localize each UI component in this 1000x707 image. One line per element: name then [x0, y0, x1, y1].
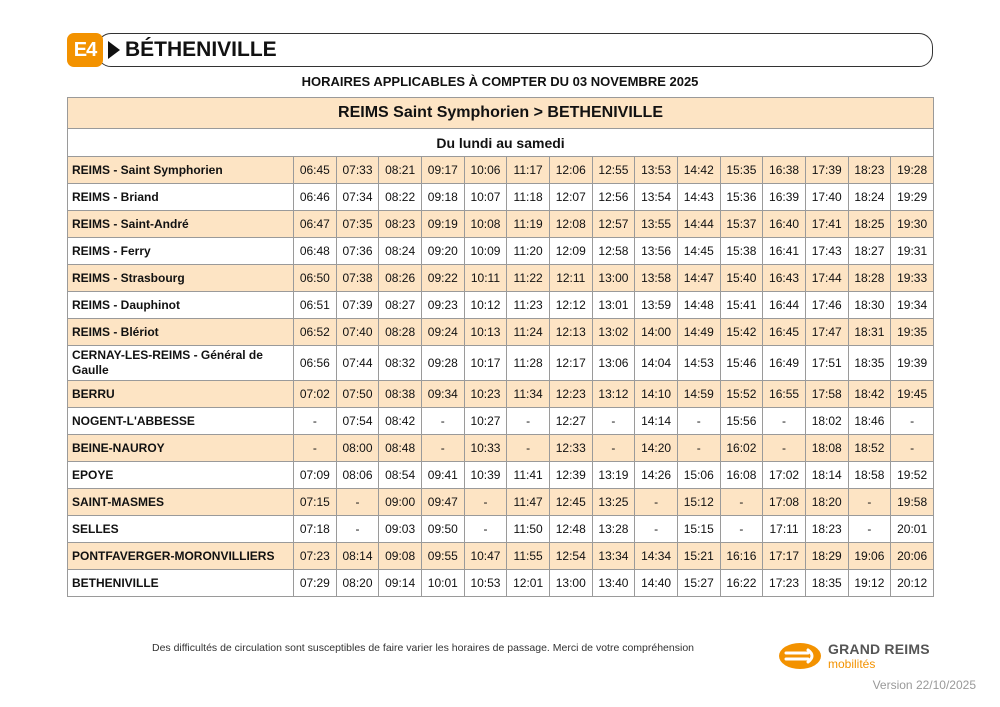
departure-time: 06:47 — [294, 211, 337, 238]
departure-time: 09:17 — [421, 157, 464, 184]
departure-time: 14:40 — [635, 570, 678, 597]
departure-time: 12:12 — [549, 292, 592, 319]
departure-time: 07:09 — [294, 462, 337, 489]
departure-time: 08:14 — [336, 543, 379, 570]
departure-time: 10:12 — [464, 292, 507, 319]
departure-time: - — [464, 516, 507, 543]
departure-time: 19:35 — [891, 319, 934, 346]
stop-name: REIMS - Briand — [68, 184, 294, 211]
departure-time: 11:50 — [507, 516, 550, 543]
departure-time: - — [720, 489, 763, 516]
departure-time: 19:39 — [891, 346, 934, 381]
departure-time: 08:32 — [379, 346, 422, 381]
grand-reims-logo — [778, 640, 938, 674]
departure-time: 16:55 — [763, 381, 806, 408]
departure-time: 14:44 — [677, 211, 720, 238]
departure-time: 15:41 — [720, 292, 763, 319]
departure-time: 13:00 — [592, 265, 635, 292]
departure-time: 20:06 — [891, 543, 934, 570]
departure-time: 11:19 — [507, 211, 550, 238]
departure-time: 14:47 — [677, 265, 720, 292]
departure-time: 18:23 — [805, 516, 848, 543]
departure-time: 09:55 — [421, 543, 464, 570]
departure-time: 16:40 — [763, 211, 806, 238]
line-badge: E4 — [67, 33, 103, 67]
departure-time: 19:52 — [891, 462, 934, 489]
departure-time: 16:45 — [763, 319, 806, 346]
stop-name: REIMS - Saint Symphorien — [68, 157, 294, 184]
departure-time: 06:51 — [294, 292, 337, 319]
departure-time: 17:17 — [763, 543, 806, 570]
departure-time: 13:53 — [635, 157, 678, 184]
departure-time: - — [848, 516, 891, 543]
departure-time: 09:03 — [379, 516, 422, 543]
timetable — [67, 97, 934, 597]
stop-name: BERRU — [68, 381, 294, 408]
stop-name: BEINE-NAUROY — [68, 435, 294, 462]
departure-time: 12:09 — [549, 238, 592, 265]
departure-time: 11:24 — [507, 319, 550, 346]
departure-time: 08:42 — [379, 408, 422, 435]
departure-time: 10:33 — [464, 435, 507, 462]
departure-time: 17:44 — [805, 265, 848, 292]
departure-time: 18:29 — [805, 543, 848, 570]
departure-time: 09:19 — [421, 211, 464, 238]
departure-time: - — [677, 435, 720, 462]
departure-time: 11:17 — [507, 157, 550, 184]
departure-time: 14:59 — [677, 381, 720, 408]
departure-time: 09:28 — [421, 346, 464, 381]
days-label: Du lundi au samedi — [68, 129, 934, 157]
line-header — [67, 33, 933, 67]
departure-time: 08:48 — [379, 435, 422, 462]
departure-time: - — [464, 489, 507, 516]
departure-time: 12:08 — [549, 211, 592, 238]
departure-time: 18:46 — [848, 408, 891, 435]
table-row — [68, 516, 934, 543]
departure-time: 14:49 — [677, 319, 720, 346]
departure-time: 09:00 — [379, 489, 422, 516]
departure-time: - — [635, 489, 678, 516]
departure-time: 11:23 — [507, 292, 550, 319]
departure-time: 08:38 — [379, 381, 422, 408]
brand-subtitle: mobilités — [828, 657, 876, 671]
departure-time: - — [336, 489, 379, 516]
departure-time: 13:58 — [635, 265, 678, 292]
departure-time: 09:50 — [421, 516, 464, 543]
departure-time: - — [891, 435, 934, 462]
departure-time: 15:40 — [720, 265, 763, 292]
departure-time: 09:18 — [421, 184, 464, 211]
departure-time: 14:48 — [677, 292, 720, 319]
footer-note: Des difficultés de circulation sont susceptibles de faire varier les horaires de passage. Merci de votre compréhension — [152, 642, 694, 654]
departure-time: 10:08 — [464, 211, 507, 238]
departure-time: 14:10 — [635, 381, 678, 408]
departure-time: 08:06 — [336, 462, 379, 489]
departure-time: 13:19 — [592, 462, 635, 489]
departure-time: 19:45 — [891, 381, 934, 408]
brand-logo-icon — [778, 642, 822, 670]
departure-time: 07:50 — [336, 381, 379, 408]
departure-time: 07:33 — [336, 157, 379, 184]
departure-time: 10:27 — [464, 408, 507, 435]
departure-time: 12:33 — [549, 435, 592, 462]
departure-time: 15:37 — [720, 211, 763, 238]
departure-time: - — [592, 435, 635, 462]
departure-time: 18:52 — [848, 435, 891, 462]
departure-time: 09:14 — [379, 570, 422, 597]
departure-time: 12:58 — [592, 238, 635, 265]
departure-time: 12:27 — [549, 408, 592, 435]
departure-time: 17:02 — [763, 462, 806, 489]
stop-name: REIMS - Blériot — [68, 319, 294, 346]
departure-time: - — [848, 489, 891, 516]
departure-time: - — [336, 516, 379, 543]
departure-time: 08:26 — [379, 265, 422, 292]
departure-time: 15:27 — [677, 570, 720, 597]
departure-time: 13:55 — [635, 211, 678, 238]
table-row — [68, 346, 934, 381]
departure-time: 10:13 — [464, 319, 507, 346]
stop-name: SELLES — [68, 516, 294, 543]
departure-time: - — [294, 435, 337, 462]
departure-time: 20:12 — [891, 570, 934, 597]
departure-time: 17:39 — [805, 157, 848, 184]
departure-time: 15:12 — [677, 489, 720, 516]
departure-time: 12:57 — [592, 211, 635, 238]
departure-time: 11:55 — [507, 543, 550, 570]
departure-time: 15:35 — [720, 157, 763, 184]
departure-time: 16:44 — [763, 292, 806, 319]
departure-time: 06:46 — [294, 184, 337, 211]
departure-time: 18:35 — [848, 346, 891, 381]
table-row — [68, 435, 934, 462]
departure-time: 08:28 — [379, 319, 422, 346]
departure-time: 12:07 — [549, 184, 592, 211]
stop-name: EPOYE — [68, 462, 294, 489]
table-row — [68, 238, 934, 265]
departure-time: 14:00 — [635, 319, 678, 346]
departure-time: 14:20 — [635, 435, 678, 462]
departure-time: - — [421, 435, 464, 462]
departure-time: 07:39 — [336, 292, 379, 319]
departure-time: 13:02 — [592, 319, 635, 346]
departure-time: 13:06 — [592, 346, 635, 381]
departure-time: 12:01 — [507, 570, 550, 597]
departure-time: 12:56 — [592, 184, 635, 211]
route-row — [68, 98, 934, 129]
departure-time: - — [635, 516, 678, 543]
departure-time: 06:48 — [294, 238, 337, 265]
departure-time: 18:20 — [805, 489, 848, 516]
departure-time: 15:42 — [720, 319, 763, 346]
departure-time: 13:25 — [592, 489, 635, 516]
stop-name: CERNAY-LES-REIMS - Général de Gaulle — [68, 346, 294, 381]
table-row — [68, 381, 934, 408]
departure-time: 19:29 — [891, 184, 934, 211]
departure-time: 11:20 — [507, 238, 550, 265]
departure-time: 07:35 — [336, 211, 379, 238]
departure-time: 14:53 — [677, 346, 720, 381]
departure-time: 10:47 — [464, 543, 507, 570]
departure-time: 15:06 — [677, 462, 720, 489]
departure-time: 15:36 — [720, 184, 763, 211]
departure-time: 09:08 — [379, 543, 422, 570]
departure-time: 16:41 — [763, 238, 806, 265]
departure-time: 07:38 — [336, 265, 379, 292]
departure-time: 07:54 — [336, 408, 379, 435]
departure-time: 19:34 — [891, 292, 934, 319]
departure-time: 16:39 — [763, 184, 806, 211]
departure-time: 12:39 — [549, 462, 592, 489]
days-row — [68, 129, 934, 157]
departure-time: 12:45 — [549, 489, 592, 516]
stop-name: NOGENT-L'ABBESSE — [68, 408, 294, 435]
departure-time: 17:46 — [805, 292, 848, 319]
departure-time: 10:09 — [464, 238, 507, 265]
departure-time: 13:34 — [592, 543, 635, 570]
departure-time: - — [592, 408, 635, 435]
departure-time: 16:02 — [720, 435, 763, 462]
departure-time: 10:01 — [421, 570, 464, 597]
departure-time: 09:23 — [421, 292, 464, 319]
departure-time: 17:40 — [805, 184, 848, 211]
departure-time: 15:52 — [720, 381, 763, 408]
departure-time: 11:34 — [507, 381, 550, 408]
departure-time: 08:27 — [379, 292, 422, 319]
departure-time: 16:38 — [763, 157, 806, 184]
departure-time: 15:46 — [720, 346, 763, 381]
stop-name: REIMS - Saint-André — [68, 211, 294, 238]
departure-time: 09:24 — [421, 319, 464, 346]
departure-time: 10:17 — [464, 346, 507, 381]
departure-time: 16:16 — [720, 543, 763, 570]
departure-time: - — [507, 435, 550, 462]
departure-time: 18:31 — [848, 319, 891, 346]
departure-time: 15:56 — [720, 408, 763, 435]
departure-time: 08:22 — [379, 184, 422, 211]
departure-time: 18:14 — [805, 462, 848, 489]
departure-time: 15:21 — [677, 543, 720, 570]
departure-time: - — [891, 408, 934, 435]
table-row — [68, 319, 934, 346]
departure-time: 09:47 — [421, 489, 464, 516]
departure-time: 14:43 — [677, 184, 720, 211]
departure-time: 14:14 — [635, 408, 678, 435]
departure-time: 19:31 — [891, 238, 934, 265]
departure-time: - — [421, 408, 464, 435]
departure-time: - — [294, 408, 337, 435]
departure-time: 06:45 — [294, 157, 337, 184]
departure-time: 11:41 — [507, 462, 550, 489]
departure-time: 17:47 — [805, 319, 848, 346]
table-row — [68, 184, 934, 211]
departure-time: 14:42 — [677, 157, 720, 184]
departure-time: 12:11 — [549, 265, 592, 292]
table-row — [68, 265, 934, 292]
route-title: REIMS Saint Symphorien > BETHENIVILLE — [68, 98, 934, 129]
departure-time: 12:06 — [549, 157, 592, 184]
departure-time: 18:30 — [848, 292, 891, 319]
departure-time: 16:08 — [720, 462, 763, 489]
departure-time: 06:52 — [294, 319, 337, 346]
departure-time: 11:28 — [507, 346, 550, 381]
departure-time: 18:02 — [805, 408, 848, 435]
departure-time: 19:58 — [891, 489, 934, 516]
departure-time: 08:54 — [379, 462, 422, 489]
departure-time: 19:28 — [891, 157, 934, 184]
departure-time: 18:25 — [848, 211, 891, 238]
departure-time: - — [763, 435, 806, 462]
departure-time: 15:15 — [677, 516, 720, 543]
brand-name: GRAND REIMS — [828, 641, 930, 657]
table-row — [68, 462, 934, 489]
departure-time: 07:29 — [294, 570, 337, 597]
departure-time: 10:23 — [464, 381, 507, 408]
table-row — [68, 543, 934, 570]
departure-time: 07:44 — [336, 346, 379, 381]
departure-time: 10:11 — [464, 265, 507, 292]
departure-time: 08:20 — [336, 570, 379, 597]
stop-name: REIMS - Dauphinot — [68, 292, 294, 319]
stop-name: BETHENIVILLE — [68, 570, 294, 597]
departure-time: 10:53 — [464, 570, 507, 597]
departure-time: 13:01 — [592, 292, 635, 319]
departure-time: 13:56 — [635, 238, 678, 265]
stop-name: SAINT-MASMES — [68, 489, 294, 516]
table-row — [68, 408, 934, 435]
departure-time: 07:36 — [336, 238, 379, 265]
departure-time: 13:12 — [592, 381, 635, 408]
validity-subtitle: HORAIRES APPLICABLES À COMPTER DU 03 NOVEMBRE 2025 — [301, 74, 699, 89]
departure-time: 17:41 — [805, 211, 848, 238]
departure-time: 09:20 — [421, 238, 464, 265]
departure-time: 08:21 — [379, 157, 422, 184]
departure-time: 08:23 — [379, 211, 422, 238]
departure-time: 10:39 — [464, 462, 507, 489]
departure-time: 09:41 — [421, 462, 464, 489]
stop-name: REIMS - Ferry — [68, 238, 294, 265]
departure-time: 17:11 — [763, 516, 806, 543]
departure-time: 11:22 — [507, 265, 550, 292]
departure-time: 17:51 — [805, 346, 848, 381]
departure-time: - — [677, 408, 720, 435]
departure-time: 07:02 — [294, 381, 337, 408]
departure-time: 18:08 — [805, 435, 848, 462]
departure-time: 10:06 — [464, 157, 507, 184]
departure-time: 07:23 — [294, 543, 337, 570]
departure-time: 14:26 — [635, 462, 678, 489]
destination-title: BÉTHENIVILLE — [125, 38, 277, 61]
departure-time: 18:42 — [848, 381, 891, 408]
departure-time: 06:56 — [294, 346, 337, 381]
direction-arrow-icon — [108, 41, 120, 59]
departure-time: 13:54 — [635, 184, 678, 211]
departure-time: 13:59 — [635, 292, 678, 319]
departure-time: 14:45 — [677, 238, 720, 265]
departure-time: 12:48 — [549, 516, 592, 543]
departure-time: 07:15 — [294, 489, 337, 516]
departure-time: 19:12 — [848, 570, 891, 597]
departure-time: 12:55 — [592, 157, 635, 184]
stop-name: REIMS - Strasbourg — [68, 265, 294, 292]
table-row — [68, 489, 934, 516]
table-row — [68, 211, 934, 238]
departure-time: 10:07 — [464, 184, 507, 211]
departure-time: 18:23 — [848, 157, 891, 184]
stop-name: PONTFAVERGER-MORONVILLIERS — [68, 543, 294, 570]
departure-time: 18:27 — [848, 238, 891, 265]
departure-time: 07:34 — [336, 184, 379, 211]
departure-time: - — [763, 408, 806, 435]
departure-time: 16:43 — [763, 265, 806, 292]
departure-time: - — [720, 516, 763, 543]
departure-time: 18:58 — [848, 462, 891, 489]
departure-time: 07:40 — [336, 319, 379, 346]
departure-time: 14:04 — [635, 346, 678, 381]
departure-time: 12:17 — [549, 346, 592, 381]
table-row — [68, 570, 934, 597]
table-row — [68, 292, 934, 319]
departure-time: 17:23 — [763, 570, 806, 597]
departure-time: 19:30 — [891, 211, 934, 238]
departure-time: 12:23 — [549, 381, 592, 408]
departure-time: 16:49 — [763, 346, 806, 381]
departure-time: 20:01 — [891, 516, 934, 543]
version-label: Version 22/10/2025 — [872, 678, 976, 692]
departure-time: 11:18 — [507, 184, 550, 211]
departure-time: - — [507, 408, 550, 435]
departure-time: 13:00 — [549, 570, 592, 597]
departure-time: 16:22 — [720, 570, 763, 597]
departure-time: 07:18 — [294, 516, 337, 543]
departure-time: 09:22 — [421, 265, 464, 292]
departure-time: 08:24 — [379, 238, 422, 265]
departure-time: 15:38 — [720, 238, 763, 265]
departure-time: 12:54 — [549, 543, 592, 570]
departure-time: 08:00 — [336, 435, 379, 462]
departure-time: 13:28 — [592, 516, 635, 543]
departure-time: 17:43 — [805, 238, 848, 265]
departure-time: 19:33 — [891, 265, 934, 292]
departure-time: 17:58 — [805, 381, 848, 408]
table-row — [68, 157, 934, 184]
departure-time: 17:08 — [763, 489, 806, 516]
departure-time: 18:24 — [848, 184, 891, 211]
departure-time: 12:13 — [549, 319, 592, 346]
departure-time: 14:34 — [635, 543, 678, 570]
departure-time: 18:35 — [805, 570, 848, 597]
departure-time: 09:34 — [421, 381, 464, 408]
departure-time: 18:28 — [848, 265, 891, 292]
departure-time: 13:40 — [592, 570, 635, 597]
departure-time: 11:47 — [507, 489, 550, 516]
departure-time: 06:50 — [294, 265, 337, 292]
departure-time: 19:06 — [848, 543, 891, 570]
